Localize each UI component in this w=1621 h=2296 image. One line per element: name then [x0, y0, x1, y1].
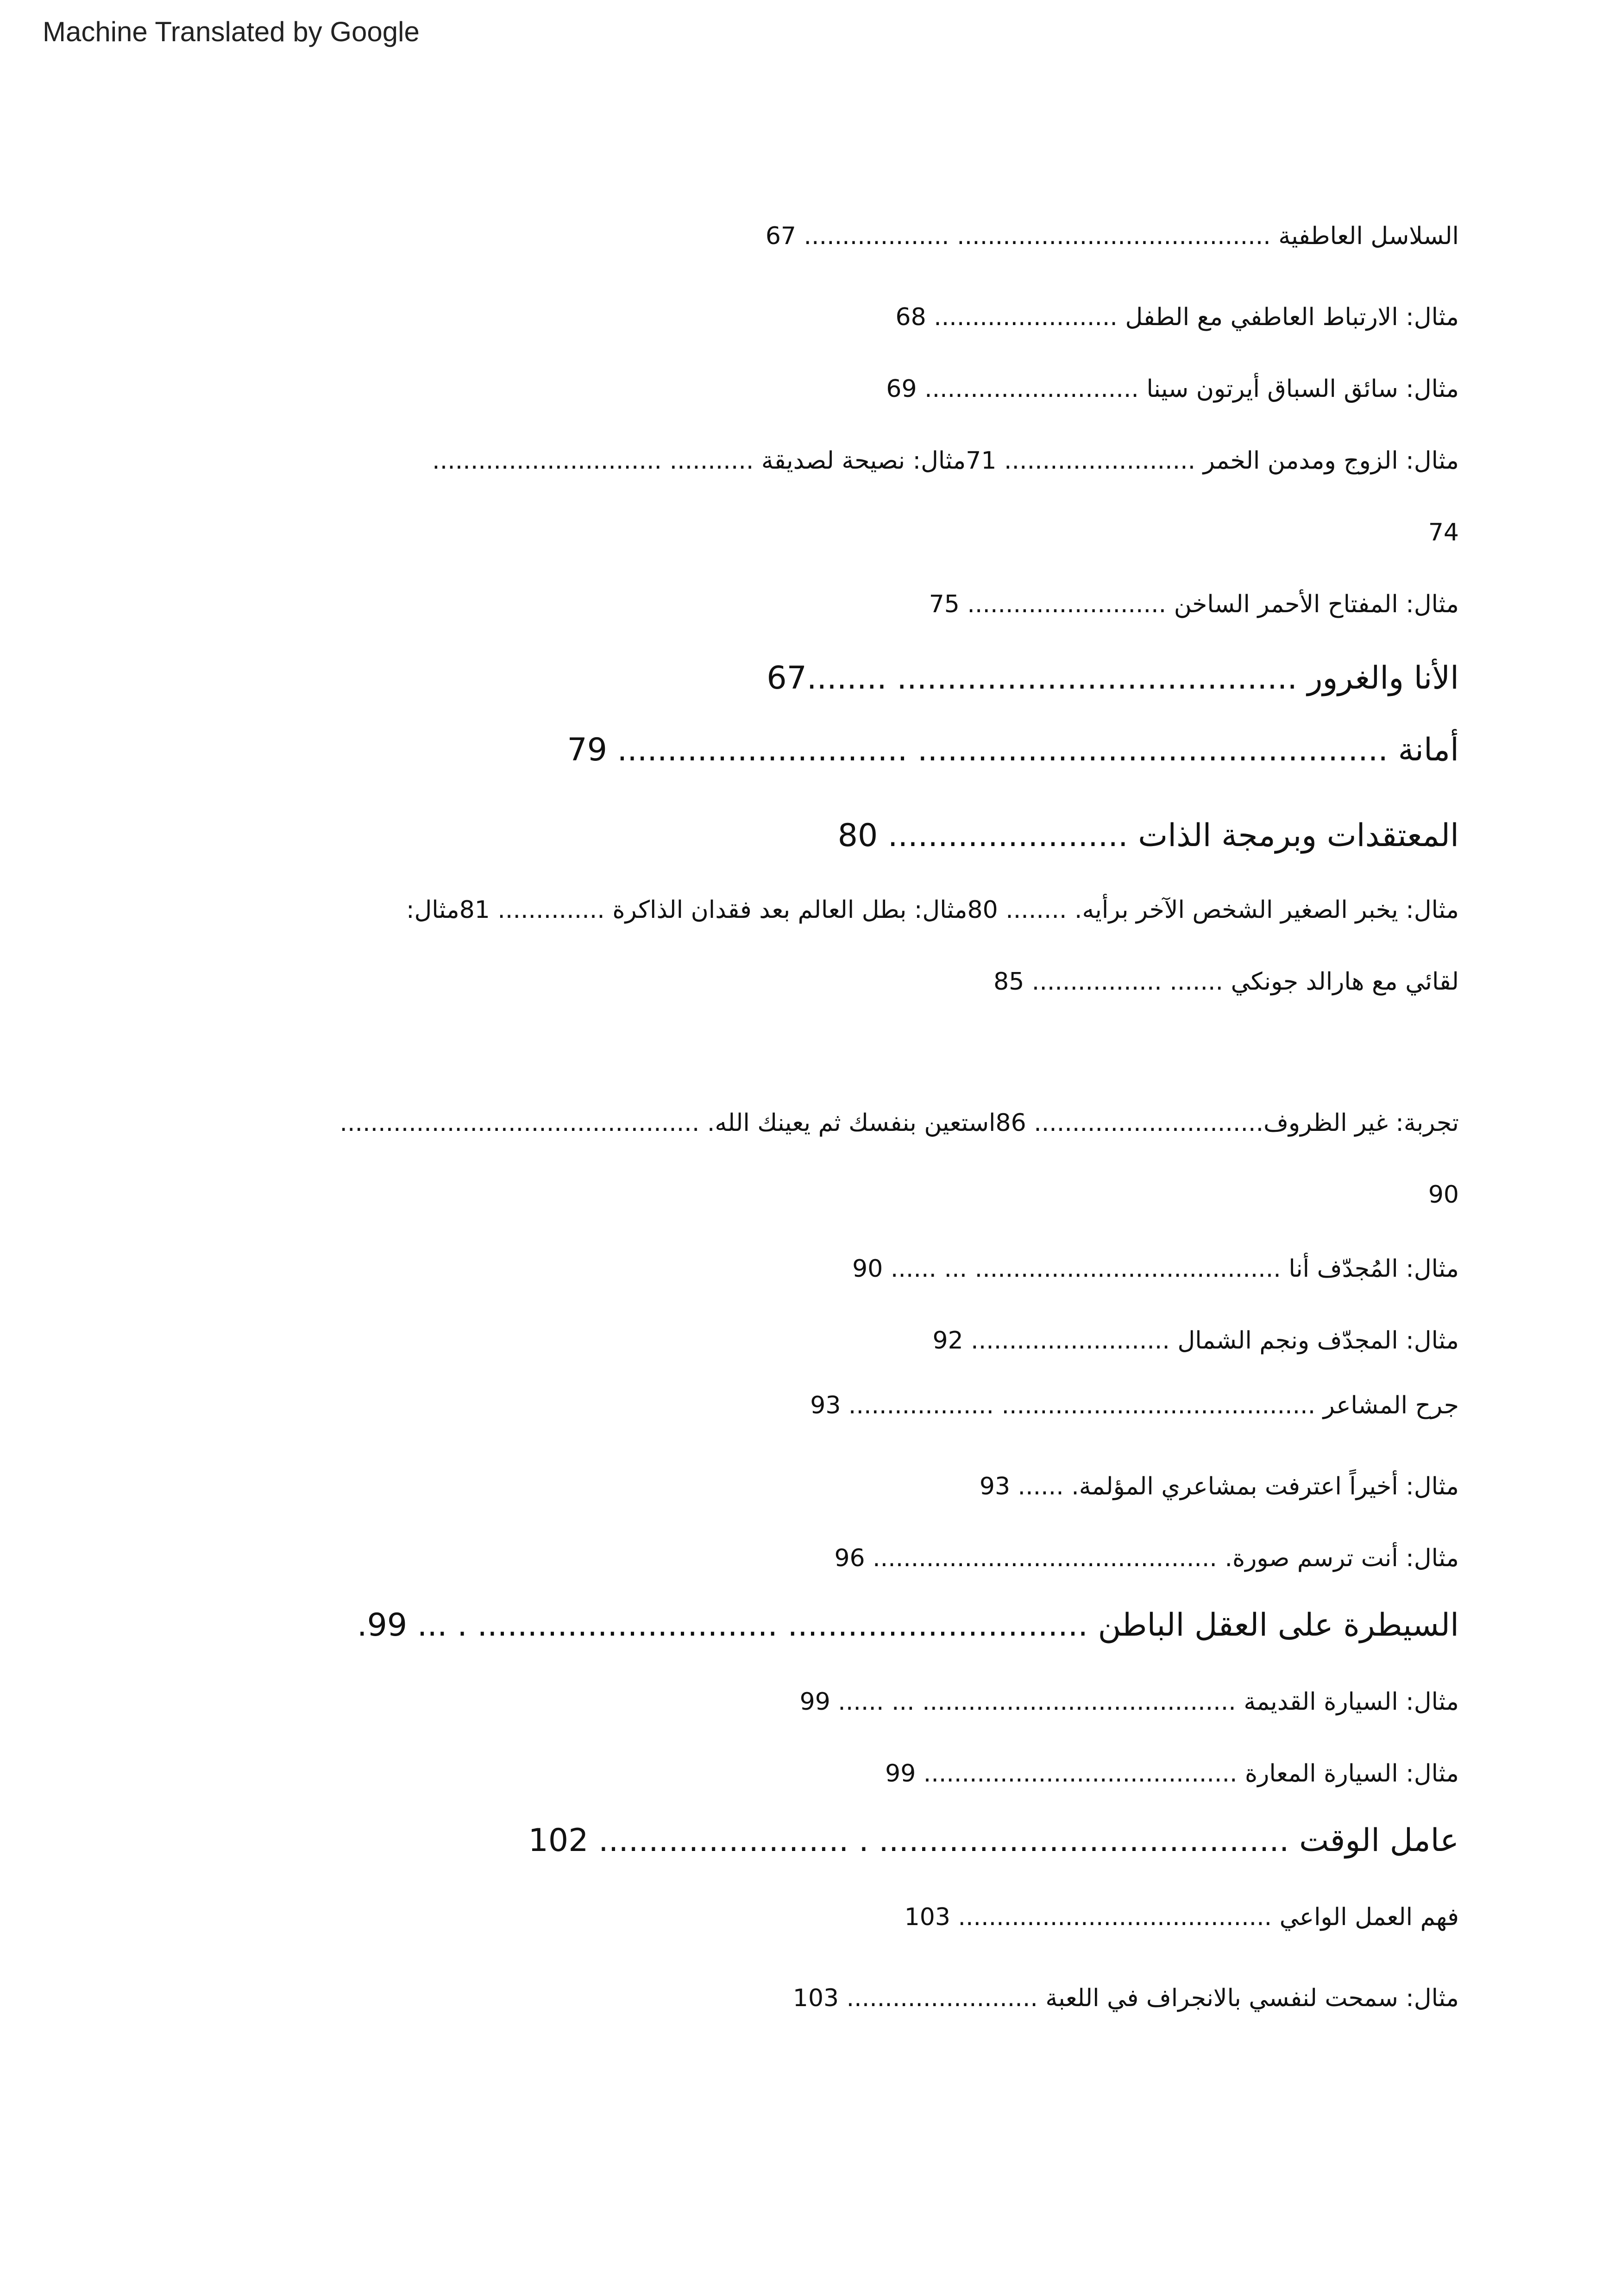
toc-entry-painful-feelings: مثال: أخيراً اعترفت بمشاعري المؤلمة. ...... 93 [979, 1473, 1459, 1500]
toc-heading-honesty: أمانة ............................................... ............................. 79 [567, 732, 1459, 768]
toc-entry-you-paint-picture: مثال: أنت ترسم صورة. ............................................. 96 [834, 1544, 1459, 1572]
toc-entry-harald-juhnke: لقائي مع هارالد جونكي ....... ................. 85 [993, 968, 1459, 996]
toc-heading-subconscious-control: السيطرة على العقل الباطن .............................. .............................. . ... 99. [357, 1607, 1459, 1644]
toc-page-number-90: 90 [1428, 1181, 1459, 1209]
toc-entry-little-one-opinion: مثال: يخبر الصغير الشخص الآخر برأيه. ........ 80مثال: بطل العالم بعد فقدان الذاكرة .............. 81مثال: [406, 896, 1459, 924]
toc-entry-conscious-work: فهم العمل الواعي ......................................... 103 [904, 1903, 1459, 1931]
toc-heading-time-factor: عامل الوقت ......................................... . ......................... 102 [528, 1822, 1459, 1859]
toc-entry-child-attachment: مثال: الارتباط العاطفي مع الطفل ........................ 68 [895, 303, 1459, 331]
toc-entry-husband-alcoholic: مثال: الزوج ومدمن الخمر ......................... 71مثال: نصيحة لصديقة ........... .............................. [432, 447, 1459, 475]
toc-entry-drift-in-game: مثال: سمحت لنفسي بالانجراف في اللعبة ......................... 103 [792, 1984, 1459, 2012]
toc-entry-borrowed-car: مثال: السيارة المعارة ......................................... 99 [885, 1760, 1459, 1788]
toc-entry-rower-north-star: مثال: المجدّف ونجم الشمال .......................... 92 [932, 1327, 1459, 1355]
toc-page-number-74: 74 [1428, 519, 1459, 546]
toc-heading-beliefs-programming: المعتقدات وبرمجة الذات ........................ 80 [837, 817, 1459, 854]
toc-entry-hot-red-button: مثال: المفتاح الأحمر الساخن .......................... 75 [929, 590, 1459, 618]
toc-entry-change-circumstances: تجربة: غير الظروف.............................. 86استعين بنفسك ثم يعينك الله. ............................................... [339, 1109, 1459, 1137]
toc-entry-rower-me: مثال: المُجدّف أنا ........................................ ... ...... 90 [852, 1255, 1459, 1283]
toc-entry-old-car: مثال: السيارة القديمة ......................................... ... ...... 99 [799, 1688, 1459, 1716]
toc-entry-ayrton-senna: مثال: سائق السباق أيرتون سينا ............................ 69 [886, 375, 1459, 403]
toc-heading-ego-vanity: الأنا والغرور ........................................ ........67 [767, 660, 1459, 696]
toc-entry-emotional-chains: السلاسل العاطفية ......................................... ................... 67 [765, 222, 1459, 250]
toc-entry-hurt-feelings: جرح المشاعر ......................................... ................... 93 [810, 1392, 1459, 1419]
machine-translation-banner: Machine Translated by Google [43, 16, 420, 47]
